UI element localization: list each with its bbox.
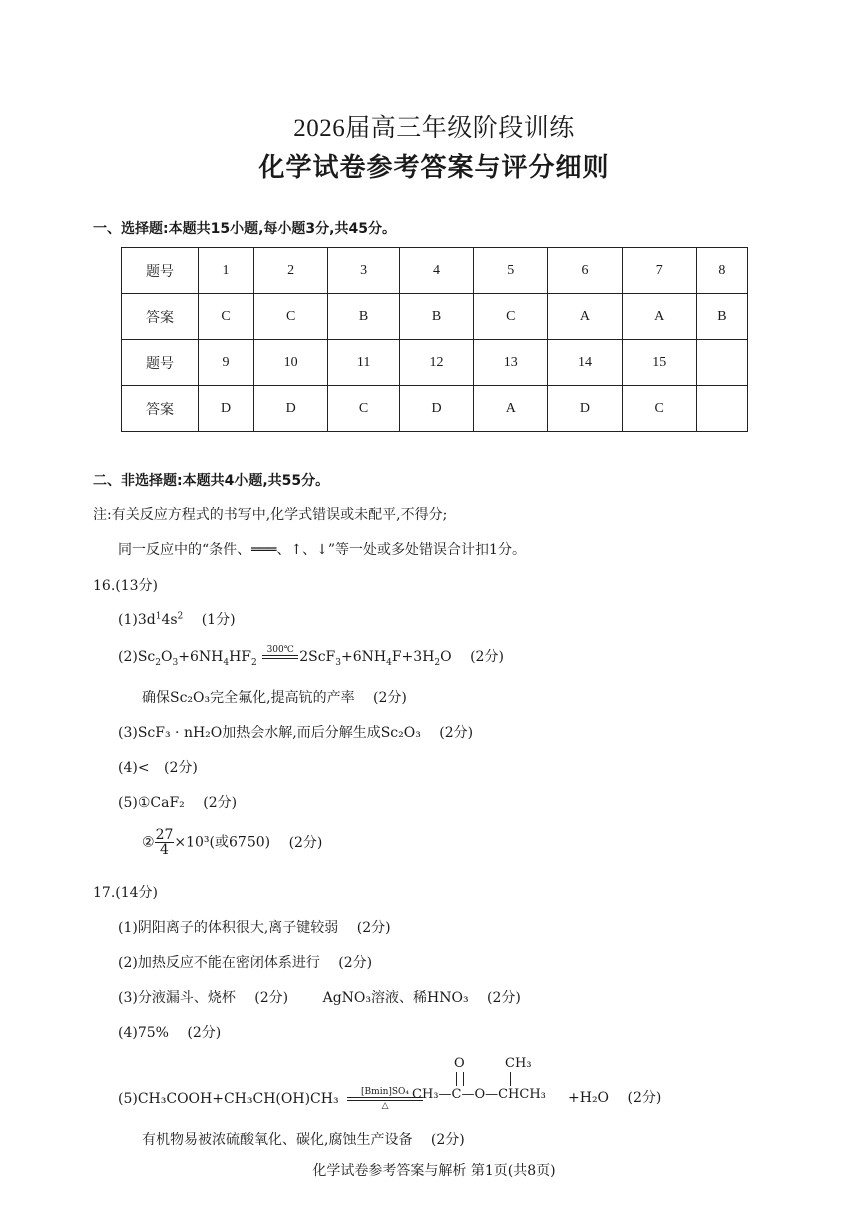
table-cell: 12 bbox=[399, 340, 473, 386]
table-cell: 7 bbox=[622, 248, 696, 294]
section1-heading: 一、选择题:本题共15小题,每小题3分,共45分。 bbox=[93, 221, 396, 237]
table-cell: 4 bbox=[399, 248, 473, 294]
table-cell: D bbox=[548, 386, 622, 432]
q16-part5-1: (5)①CaF₂ (2分) bbox=[118, 795, 238, 811]
document-title: 化学试卷参考答案与评分细则 bbox=[258, 153, 610, 183]
page-footer: 化学试卷参考答案与解析 第1页(共8页) bbox=[312, 1163, 556, 1179]
table-cell: 6 bbox=[548, 248, 622, 294]
table-cell: B bbox=[328, 294, 400, 340]
table-cell: C bbox=[254, 294, 328, 340]
row-label: 题号 bbox=[122, 248, 199, 294]
section2-heading: 二、非选择题:本题共4小题,共55分。 bbox=[93, 473, 330, 489]
table-row bbox=[122, 294, 748, 340]
table-row bbox=[122, 340, 748, 386]
table-cell bbox=[696, 340, 747, 386]
table-cell: C bbox=[199, 294, 254, 340]
table-cell: C bbox=[474, 294, 548, 340]
table-cell: C bbox=[622, 386, 696, 432]
reaction-condition-arrow: [Bmin]SO₄ △ bbox=[347, 1087, 423, 1111]
q17-part3: (3)分液漏斗、烧杯 (2分) AgNO₃溶液、稀HNO₃ (2分) bbox=[118, 990, 521, 1006]
note-line-2: 同一反应中的“条件、═══、↑、↓”等一处或多处错误合计扣1分。 bbox=[118, 542, 526, 558]
note-line-1: 注:有关反应方程式的书写中,化学式错误或未配平,不得分; bbox=[93, 507, 448, 523]
q16-part5-2: ② $\frac{27}{4}$ ×10³(或6750) (2分) bbox=[142, 827, 323, 858]
table-cell: A bbox=[548, 294, 622, 340]
table-cell: 1 bbox=[199, 248, 254, 294]
table-cell bbox=[696, 386, 747, 432]
table-cell: A bbox=[622, 294, 696, 340]
table-row bbox=[122, 248, 748, 294]
q17-label: 17.(14分) bbox=[93, 885, 159, 901]
table-cell: D bbox=[199, 386, 254, 432]
table-cell: A bbox=[474, 386, 548, 432]
q17-part5-tail: +H₂O (2分) bbox=[568, 1090, 662, 1106]
table-cell: 13 bbox=[474, 340, 548, 386]
q16-part4: (4)< (2分) bbox=[118, 760, 198, 776]
q16-part2-equation: $(2)Sc_2O_3+6NH_4HF_2$ 300℃ $2ScF_3+6NH_4F+3H_2O$ (2分) bbox=[118, 645, 504, 668]
q17-part5-reason: 有机物易被浓硫酸氧化、碳化,腐蚀生产设备 (2分) bbox=[142, 1132, 465, 1148]
fraction: $\frac{27}{4}$ bbox=[155, 827, 174, 858]
row-label: 题号 bbox=[122, 340, 199, 386]
q17-part5-equation: (5)CH₃COOH+CH₃CH(OH)CH₃ [Bmin]SO₄ △ bbox=[118, 1087, 427, 1111]
ester-structure: O CH₃ CH₃—C—O—CHCH₃ bbox=[412, 1056, 546, 1102]
table-cell: 14 bbox=[548, 340, 622, 386]
reaction-condition-arrow: 300℃ bbox=[262, 645, 298, 669]
table-row bbox=[122, 386, 748, 432]
q16-part1: $(1)3d^14s^2$ (1分) bbox=[118, 611, 236, 628]
q16-part3: (3)ScF₃ · nH₂O加热会水解,而后分解生成Sc₂O₃ (2分) bbox=[118, 725, 474, 741]
table-cell: 5 bbox=[474, 248, 548, 294]
table-cell: D bbox=[254, 386, 328, 432]
table-cell: B bbox=[399, 294, 473, 340]
table-cell: 2 bbox=[254, 248, 328, 294]
row-label: 答案 bbox=[122, 386, 199, 432]
q16-label: 16.(13分) bbox=[93, 578, 159, 594]
table-cell: D bbox=[399, 386, 473, 432]
table-cell: 8 bbox=[696, 248, 747, 294]
table-cell: 9 bbox=[199, 340, 254, 386]
table-cell: 10 bbox=[254, 340, 328, 386]
row-label: 答案 bbox=[122, 294, 199, 340]
q17-part4: (4)75% (2分) bbox=[118, 1025, 222, 1041]
exam-title: 2026届高三年级阶段训练 bbox=[293, 115, 575, 142]
q17-part2: (2)加热反应不能在密闭体系进行 (2分) bbox=[118, 955, 373, 971]
table-cell: 11 bbox=[328, 340, 400, 386]
multiple-choice-answer-table bbox=[121, 247, 748, 432]
table-cell: 3 bbox=[328, 248, 400, 294]
table-cell: C bbox=[328, 386, 400, 432]
q16-part2-reason: 确保Sc₂O₃完全氟化,提高钪的产率 (2分) bbox=[142, 690, 407, 706]
table-cell: B bbox=[696, 294, 747, 340]
q17-part1: (1)阴阳离子的体积很大,离子键较弱 (2分) bbox=[118, 920, 391, 936]
table-cell: 15 bbox=[622, 340, 696, 386]
